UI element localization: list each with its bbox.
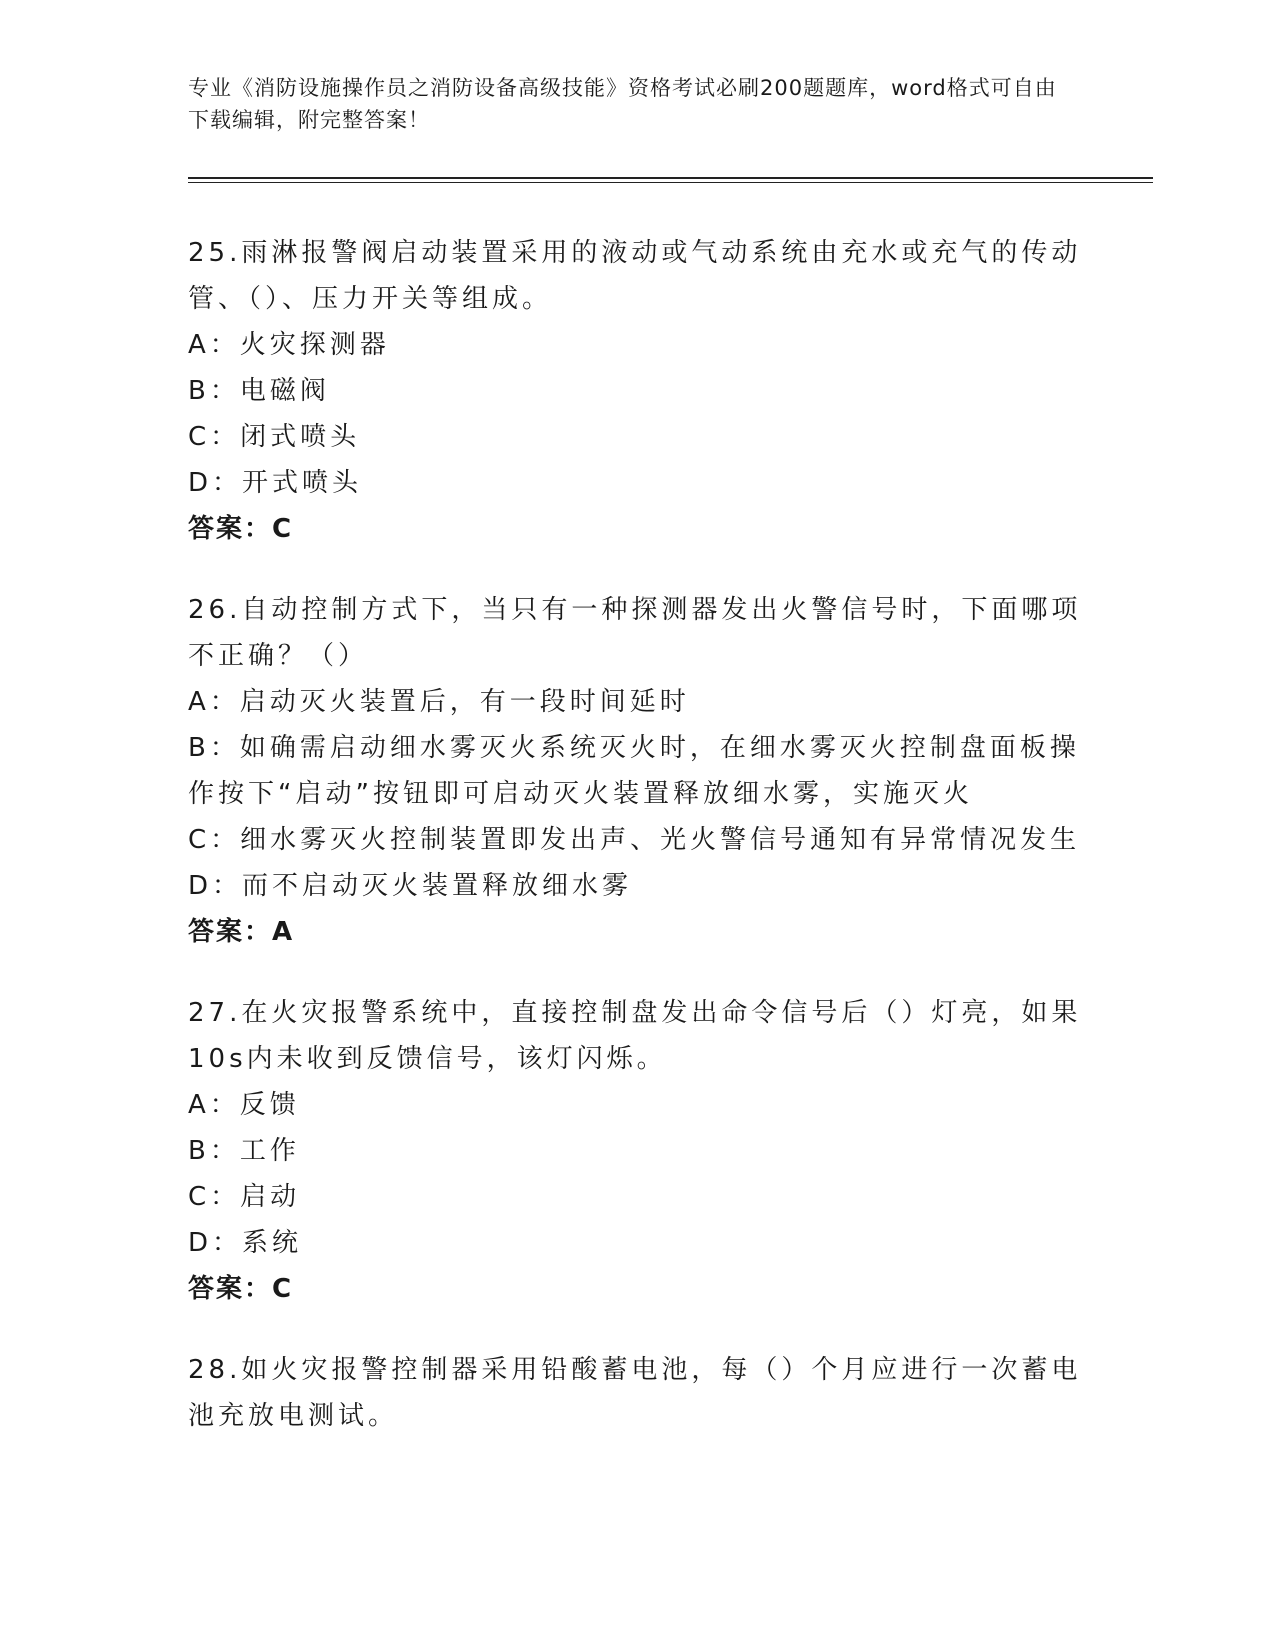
option-c: C：闭式喷头 <box>188 422 361 452</box>
option-a: A：火灾探测器 <box>188 330 390 360</box>
question-list <box>188 230 1088 1474</box>
question-stem: 25.雨淋报警阀启动装置采用的液动或气动系统由充水或充气的传动管、（）、压力开关等组成。 <box>188 238 1082 314</box>
option-c: C：细水雾灭火控制装置即发出声、光火警信号通知有异常情况发生 <box>188 825 1081 855</box>
option-d: D：而不启动灭火装置释放细水雾 <box>188 871 633 901</box>
page-header: 专业《消防设施操作员之消防设备高级技能》资格考试必刷200题题库，word格式可自由下载编辑，附完整答案！ <box>188 76 1057 132</box>
question-27 <box>188 990 1088 1312</box>
answer: 答案：A <box>188 917 295 947</box>
question-28 <box>188 1347 1088 1439</box>
answer: 答案：C <box>188 1274 294 1304</box>
option-d: D：系统 <box>188 1228 303 1258</box>
answer: 答案：C <box>188 514 294 544</box>
option-a: A：反馈 <box>188 1090 300 1120</box>
header-divider-thin <box>188 182 1153 183</box>
question-26 <box>188 587 1088 955</box>
question-stem: 26.自动控制方式下，当只有一种探测器发出火警信号时，下面哪项不正确？（） <box>188 595 1082 671</box>
option-b: B：如确需启动细水雾灭火系统灭火时，在细水雾灭火控制盘面板操作按下“启动”按钮即可启动灭火装置释放细水雾，实施灭火 <box>188 733 1080 809</box>
question-stem: 27.在火灾报警系统中，直接控制盘发出命令信号后（）灯亮，如果10s内未收到反馈信号，该灯闪烁。 <box>188 998 1082 1074</box>
option-c: C：启动 <box>188 1182 301 1212</box>
header-divider <box>188 177 1153 179</box>
question-stem: 28.如火灾报警控制器采用铅酸蓄电池，每（）个月应进行一次蓄电池充放电测试。 <box>188 1355 1082 1431</box>
option-b: B：电磁阀 <box>188 376 330 406</box>
option-b: B：工作 <box>188 1136 300 1166</box>
option-d: D：开式喷头 <box>188 468 363 498</box>
option-a: A：启动灭火装置后，有一段时间延时 <box>188 687 690 717</box>
question-25 <box>188 230 1088 552</box>
